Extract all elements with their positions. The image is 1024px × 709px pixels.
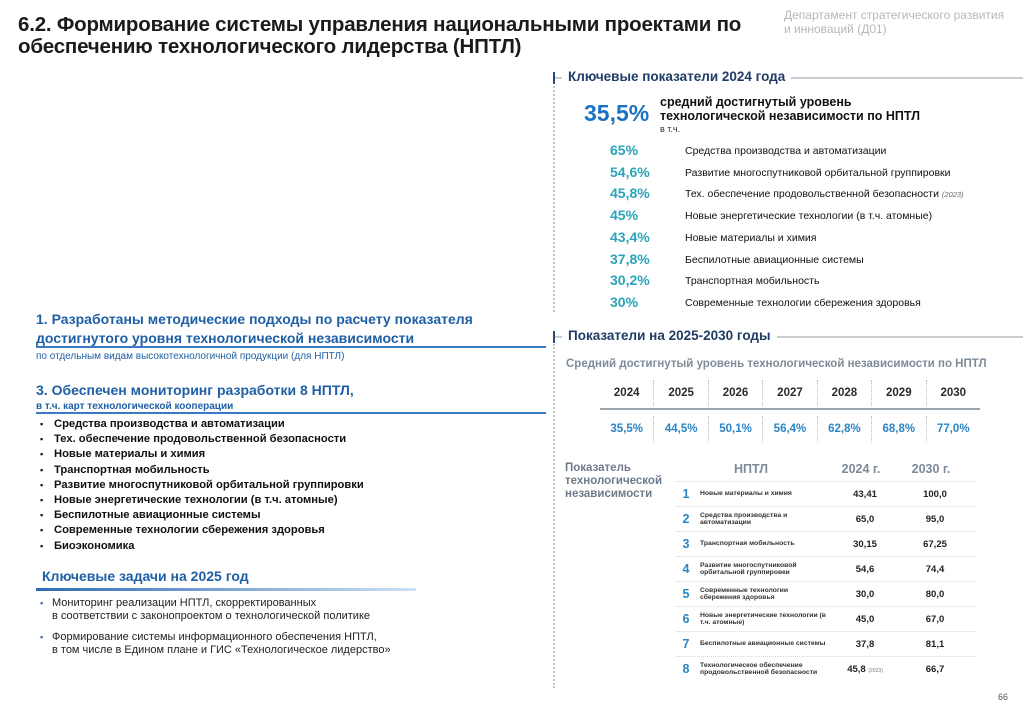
kpi-label-note: (2023)	[941, 190, 964, 200]
forecast-separator	[600, 408, 980, 410]
kpi-value: 54,6%	[610, 163, 650, 180]
item3-subtitle: в т.ч. карт технологической кооперации	[36, 401, 234, 412]
table-row	[676, 506, 976, 531]
kpi-label	[685, 210, 932, 222]
kpi-label-text: Новые энергетические технологии (в т.ч. атомные)	[685, 210, 933, 223]
tasks-heading: Ключевые задачи на 2025 год	[42, 568, 249, 584]
list-item: ▪ Средства производства и автоматизации	[40, 417, 364, 432]
kpi-label	[685, 145, 886, 157]
forecast-values-row	[600, 416, 980, 442]
row-number: 4	[682, 562, 690, 576]
row-2024-value: 45,0	[855, 613, 875, 625]
nptl-list	[40, 417, 364, 554]
row-2030: 80,0	[925, 588, 945, 600]
row-number: 3	[682, 537, 690, 551]
kpi2024-heading: Ключевые показатели 2024 года	[562, 69, 791, 84]
table-row	[676, 631, 976, 656]
row-2024-note: (2023)	[868, 667, 883, 674]
row-name: Новые энергетические технологии (в т.ч. атомные)	[700, 611, 826, 626]
indicator-col-2030: 2030 г.	[911, 462, 951, 476]
row-number: 6	[682, 612, 690, 626]
page-number: 66	[997, 692, 1008, 702]
kpi-label-text: Тех. обеспечение продовольственной безопасности	[685, 188, 939, 201]
forecast-heading: Показатели на 2025-2030 годы	[562, 328, 777, 343]
table-row	[676, 606, 976, 631]
kpi-label-text: Средства производства и автоматизации	[685, 145, 887, 157]
kpi-row	[610, 207, 1010, 227]
kpi-row	[610, 142, 1010, 162]
row-2024	[830, 614, 900, 625]
row-2024-value: 65,0	[855, 513, 875, 525]
kpi-label-text: Современные технологии сбережения здоровья	[685, 296, 921, 309]
row-name: Транспортная мобильность	[700, 540, 795, 548]
kpi-label-text: Новые материалы и химия	[685, 231, 817, 244]
forecast-value: 56,4%	[763, 416, 817, 442]
forecast-value: 77,0%	[936, 423, 970, 435]
item1-title: 1. Разработаны методические подходы по расчету показателя достигнутого уровня технологической независимости	[36, 311, 473, 346]
row-2024	[830, 514, 900, 525]
row-2024-value: 30,15	[853, 538, 877, 550]
kpi-value: 43,4%	[610, 228, 650, 245]
row-name: Современные технологии сбережения здоровья	[700, 586, 789, 601]
table-row	[676, 656, 976, 681]
list-item: ▪ Современные технологии сбережения здоровья	[40, 523, 364, 538]
row-2024	[830, 564, 900, 575]
kpi-value: 45%	[610, 207, 639, 224]
tasks-heading-bar	[36, 588, 416, 591]
indicator-table	[676, 457, 976, 681]
row-2024-value: 54,6	[855, 563, 875, 575]
list-item: ▪ Развитие многоспутниковой орбитальной группировки	[40, 478, 364, 493]
forecast-value: 44,5%	[654, 416, 708, 442]
item3-underline	[36, 412, 546, 414]
row-number: 2	[682, 512, 690, 526]
kpi-value: 65%	[610, 142, 639, 158]
row-name: Технологическое обеспечение продовольственной безопасности	[700, 661, 818, 676]
kpi-frame-tick	[553, 72, 555, 84]
indicator-rows	[676, 481, 976, 681]
kpi-row	[610, 185, 1010, 205]
kpi-label	[685, 167, 951, 179]
main-kpi-sub: в т.ч.	[660, 124, 681, 134]
row-name: Развитие многоспутниковой орбитальной группировки	[700, 561, 797, 576]
forecast-frame-tick	[553, 331, 555, 343]
row-2024-value: 37,8	[855, 638, 875, 650]
table-row	[676, 481, 976, 506]
indicator-col-name: НПТЛ	[733, 462, 769, 476]
item1-underline	[36, 346, 546, 348]
row-2030: 74,4	[925, 563, 945, 575]
kpi-row	[610, 251, 1010, 271]
row-name: Средства производства и автоматизации	[700, 511, 788, 526]
list-item: ▪ Новые энергетические технологии (в т.ч. атомные)	[40, 493, 364, 508]
indicator-col-2024: 2024 г.	[841, 462, 881, 476]
main-kpi-value: 35,5%	[584, 100, 650, 126]
kpi-value: 45,8%	[610, 185, 650, 202]
table-row	[676, 531, 976, 556]
item1-subtitle: по отдельным видам высокотехнологичной продукции (для НПТЛ)	[36, 351, 345, 362]
row-number: 1	[682, 487, 690, 501]
row-2024-value: 45,8	[847, 663, 866, 675]
indicator-label: Показатель технологической независимости	[565, 462, 663, 500]
row-2030: 67,0	[925, 613, 945, 625]
list-item: ▪ Тех. обеспечение продовольственной безопасности	[40, 432, 364, 447]
task-line-1: ▪ Мониторинг реализации НПТЛ, скорректированных	[52, 597, 317, 609]
forecast-year: 2026	[709, 380, 763, 406]
row-2024	[830, 489, 900, 500]
forecast-year: 2028	[818, 380, 872, 406]
page-title: 6.2. Формирование системы управления национальными проектами по обеспечению технологического лидерства (НПТЛ)	[18, 13, 742, 58]
kpi-label	[685, 232, 816, 244]
row-number: 7	[682, 637, 690, 651]
list-item: ▪ Беспилотные авиационные системы	[40, 508, 364, 523]
row-name: Беспилотные авиационные системы	[700, 640, 826, 648]
list-item: ▪ Биоэкономика	[40, 539, 364, 554]
forecast-year: 2027	[763, 380, 817, 406]
row-2030: 81,1	[925, 638, 945, 650]
row-2030: 95,0	[925, 513, 945, 525]
forecast-year: 2029	[872, 380, 926, 406]
row-2024	[830, 539, 900, 550]
department-label: Департамент стратегического развития и инноваций (Д01)	[784, 8, 1005, 36]
task-line-1: ▪ Формирование системы информационного обеспечения НПТЛ,	[52, 631, 377, 643]
row-2024-value: 43,41	[853, 488, 877, 500]
row-2024	[830, 589, 900, 600]
row-2030: 100,0	[923, 488, 947, 500]
row-2024-value: 30,0	[855, 588, 875, 600]
row-number: 8	[682, 662, 690, 676]
kpi-row	[610, 164, 1010, 184]
forecast-year: 2024	[600, 380, 654, 406]
row-2030: 66,7	[925, 663, 945, 675]
kpi-label	[685, 275, 819, 287]
forecast-years-row	[600, 380, 980, 406]
table-row	[676, 581, 976, 606]
row-2024	[830, 639, 900, 650]
kpi-value: 30%	[610, 293, 639, 310]
forecast-value: 35,5%	[600, 416, 654, 442]
row-2024	[830, 664, 900, 675]
task-line-2: в соответствии с законопроектом о технологической политике	[52, 610, 370, 622]
list-item: ▪ Транспортная мобильность	[40, 463, 364, 478]
main-kpi-label: средний достигнутый уровень технологической независимости по НПТЛ	[660, 95, 920, 123]
list-item: ▪ Новые материалы и химия	[40, 447, 364, 462]
forecast-frame-left	[553, 344, 555, 688]
kpi-label-text: Транспортная мобильность	[685, 275, 820, 288]
forecast-value: 62,8%	[818, 416, 872, 442]
kpi-label	[685, 297, 921, 309]
kpi-row	[610, 229, 1010, 249]
row-number: 5	[682, 587, 690, 601]
forecast-value: 68,8%	[872, 416, 926, 442]
kpi-row	[610, 272, 1010, 292]
task-line-2: в том числе в Едином плане и ГИС «Технологическое лидерство»	[52, 644, 391, 656]
kpi-frame-left	[553, 86, 555, 312]
kpi-value: 30,2%	[610, 272, 650, 289]
kpi-value: 37,8%	[610, 250, 650, 267]
kpi-label-text: Беспилотные авиационные системы	[685, 253, 864, 266]
task-item	[40, 597, 391, 623]
forecast-table	[600, 380, 980, 442]
forecast-value: 50,1%	[709, 416, 763, 442]
table-row	[676, 556, 976, 581]
tasks-list	[40, 597, 391, 665]
forecast-title: Средний достигнутый уровень технологической независимости по НПТЛ	[566, 358, 987, 370]
row-2030: 67,25	[923, 538, 947, 550]
forecast-year: 2025	[654, 380, 708, 406]
forecast-year: 2030	[940, 387, 967, 399]
kpi-row	[610, 294, 1010, 314]
kpi-label-text: Развитие многоспутниковой орбитальной группировки	[685, 166, 951, 179]
kpi-label	[685, 254, 864, 266]
indicator-table-header	[676, 457, 976, 481]
row-name: Новые материалы и химия	[700, 490, 792, 498]
kpi-label	[685, 188, 964, 200]
task-item	[40, 631, 391, 657]
item3-title: 3. Обеспечен мониторинг разработки 8 НПТЛ,	[36, 382, 354, 398]
